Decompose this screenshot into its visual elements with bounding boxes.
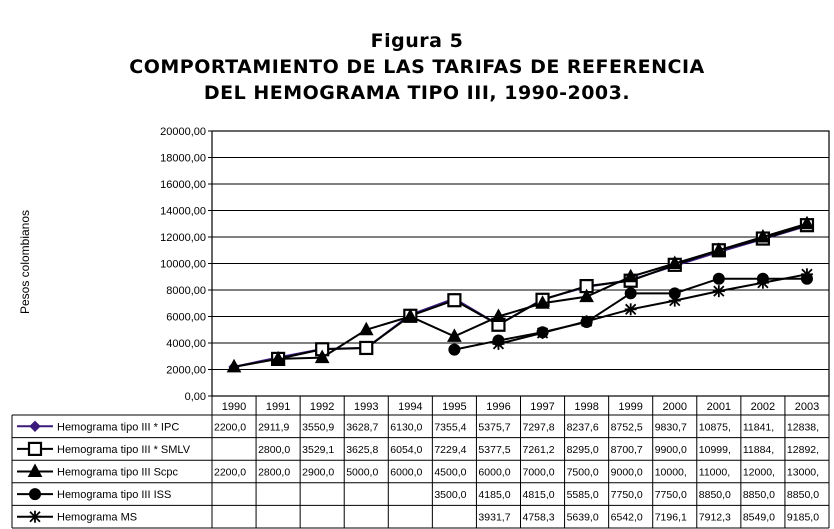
data-label: 7196,1 (654, 511, 687, 524)
legend-marker-hemograma-ms (29, 511, 41, 523)
data-label: 10999, (698, 443, 731, 456)
data-label: 2911,9 (258, 421, 290, 434)
x-tick-label: 1996 (486, 401, 511, 413)
legend-label: Hemograma tipo III ISS (57, 489, 172, 502)
data-label: 8549,0 (742, 511, 775, 524)
x-tick-label: 1994 (398, 401, 423, 413)
y-tick-label: 2000,00 (166, 364, 206, 377)
data-point-hemograma-ms (492, 338, 504, 350)
data-label: 9830,7 (654, 421, 687, 434)
data-label: 6000,0 (390, 466, 423, 479)
data-label: 4758,3 (522, 511, 555, 524)
data-point-hemograma-ms (625, 303, 637, 315)
legend-label: Hemograma tipo III Scpc (57, 466, 179, 479)
y-tick-label: 6000,00 (166, 311, 206, 324)
data-label: 4500,0 (434, 466, 467, 479)
y-tick-label: 10000,00 (160, 258, 206, 271)
data-label: 8850,0 (786, 489, 820, 502)
data-label: 2200,0 (214, 421, 247, 434)
x-tick-label: 1999 (618, 401, 643, 413)
x-tick-label: 1998 (574, 401, 599, 413)
data-point-hemograma-ms (801, 268, 813, 280)
data-label: 6542,0 (610, 511, 643, 524)
data-label: 5639,0 (566, 511, 599, 524)
data-label: 12838, (786, 421, 820, 434)
data-label: 11884, (742, 443, 775, 456)
data-label: 11841, (742, 421, 775, 434)
data-point-hemograma-tipo-iii-smlv (448, 294, 460, 306)
data-label: 7261,2 (522, 443, 555, 456)
x-tick-label: 1990 (221, 401, 247, 413)
data-label: 7297,8 (522, 421, 555, 434)
x-tick-label: 2000 (662, 401, 687, 413)
data-label: 8850,0 (742, 489, 775, 502)
data-point-hemograma-tipo-iii-iss (713, 273, 724, 284)
data-label: 2800,0 (258, 466, 291, 479)
y-tick-label: 18000,00 (160, 152, 206, 165)
data-label: 5585,0 (566, 489, 599, 502)
data-label: 7912,3 (698, 511, 731, 524)
data-label: 7750,0 (654, 489, 687, 502)
data-label: 2900,0 (302, 466, 335, 479)
data-label: 7000,0 (522, 466, 555, 479)
chart-title-line1: COMPORTAMIENTO DE LAS TARIFAS DE REFERENCIA (129, 56, 705, 78)
x-tick-label: 2002 (750, 401, 776, 413)
legend-marker-hemograma-tipo-iii-ipc (30, 421, 40, 431)
data-label: 10000, (654, 466, 687, 479)
data-label: 10875, (698, 421, 731, 434)
figure-number: Figura 5 (370, 30, 464, 52)
legend-label: Hemograma tipo III * IPC (57, 421, 180, 434)
y-axis-label: Pesos colombianos (18, 209, 32, 315)
legend-label: Hemograma MS (57, 511, 138, 524)
data-label: 4815,0 (522, 489, 555, 502)
data-label: 7750,0 (610, 489, 643, 502)
data-label: 3628,7 (346, 421, 379, 434)
data-label: 9000,0 (610, 466, 643, 479)
data-label: 8295,0 (566, 443, 599, 456)
x-tick-label: 1991 (265, 401, 291, 413)
data-label: 8850,0 (698, 489, 731, 502)
legend-marker-hemograma-tipo-iii-smlv (29, 443, 41, 455)
x-tick-label: 1992 (309, 401, 335, 413)
data-point-hemograma-tipo-iii-iss (625, 288, 636, 299)
data-label: 3529,1 (302, 443, 335, 456)
data-table (12, 396, 829, 528)
data-point-hemograma-tipo-iii-iss (449, 344, 460, 355)
data-label: 5375,7 (478, 421, 511, 434)
data-label: 8700,7 (610, 443, 643, 456)
y-tick-label: 4000,00 (166, 338, 206, 350)
data-label: 6000,0 (478, 466, 511, 479)
legend-marker-hemograma-tipo-iii-iss (30, 489, 41, 500)
data-label: 12892, (786, 443, 820, 456)
y-tick-label: 14000,00 (160, 205, 206, 218)
x-tick-label: 2003 (794, 401, 820, 413)
data-point-hemograma-ms (757, 277, 769, 289)
data-label: 7500,0 (566, 466, 599, 479)
x-tick-label: 1995 (442, 401, 467, 413)
data-label: 6054,0 (390, 443, 423, 456)
data-point-hemograma-ms (669, 295, 681, 307)
chart-title-line2: DEL HEMOGRAMA TIPO III, 1990-2003. (203, 82, 631, 104)
data-label: 3931,7 (478, 511, 511, 524)
y-tick-label: 8000,00 (166, 285, 206, 297)
data-label: 4185,0 (478, 489, 511, 502)
data-label: 7229,4 (434, 443, 467, 456)
data-label: 7355,4 (434, 421, 467, 434)
data-label: 3625,8 (346, 443, 379, 456)
data-point-hemograma-ms (581, 315, 593, 327)
x-tick-label: 1997 (530, 401, 555, 413)
data-label: 3500,0 (434, 489, 467, 502)
data-point-hemograma-tipo-iii-smlv (360, 342, 372, 354)
data-label: 2800,0 (258, 443, 291, 456)
data-label: 8237,6 (566, 421, 599, 434)
y-tick-label: 12000,00 (160, 232, 206, 244)
data-label: 2200,0 (214, 466, 247, 479)
data-label: 9900,0 (654, 443, 687, 456)
data-label: 13000, (786, 466, 820, 479)
y-tick-label: 16000,00 (160, 179, 206, 191)
data-label: 12000, (742, 466, 775, 479)
data-label: 9185,0 (786, 511, 820, 524)
data-label: 5000,0 (346, 466, 379, 479)
y-tick-label: 0,00 (184, 391, 206, 403)
data-point-hemograma-ms (713, 285, 725, 297)
data-label: 5377,5 (478, 443, 511, 456)
y-tick-label: 20000,00 (160, 126, 206, 138)
data-label: 3550,9 (302, 421, 335, 434)
x-tick-label: 2001 (706, 401, 732, 413)
data-point-hemograma-ms (537, 327, 549, 339)
grid-layer (212, 131, 829, 370)
legend-label: Hemograma tipo III * SMLV (57, 443, 191, 456)
x-tick-label: 1993 (354, 401, 379, 413)
data-label: 11000, (698, 466, 731, 479)
data-label: 8752,5 (610, 421, 643, 434)
series-layer (228, 217, 814, 372)
data-label: 6130,0 (390, 421, 423, 434)
